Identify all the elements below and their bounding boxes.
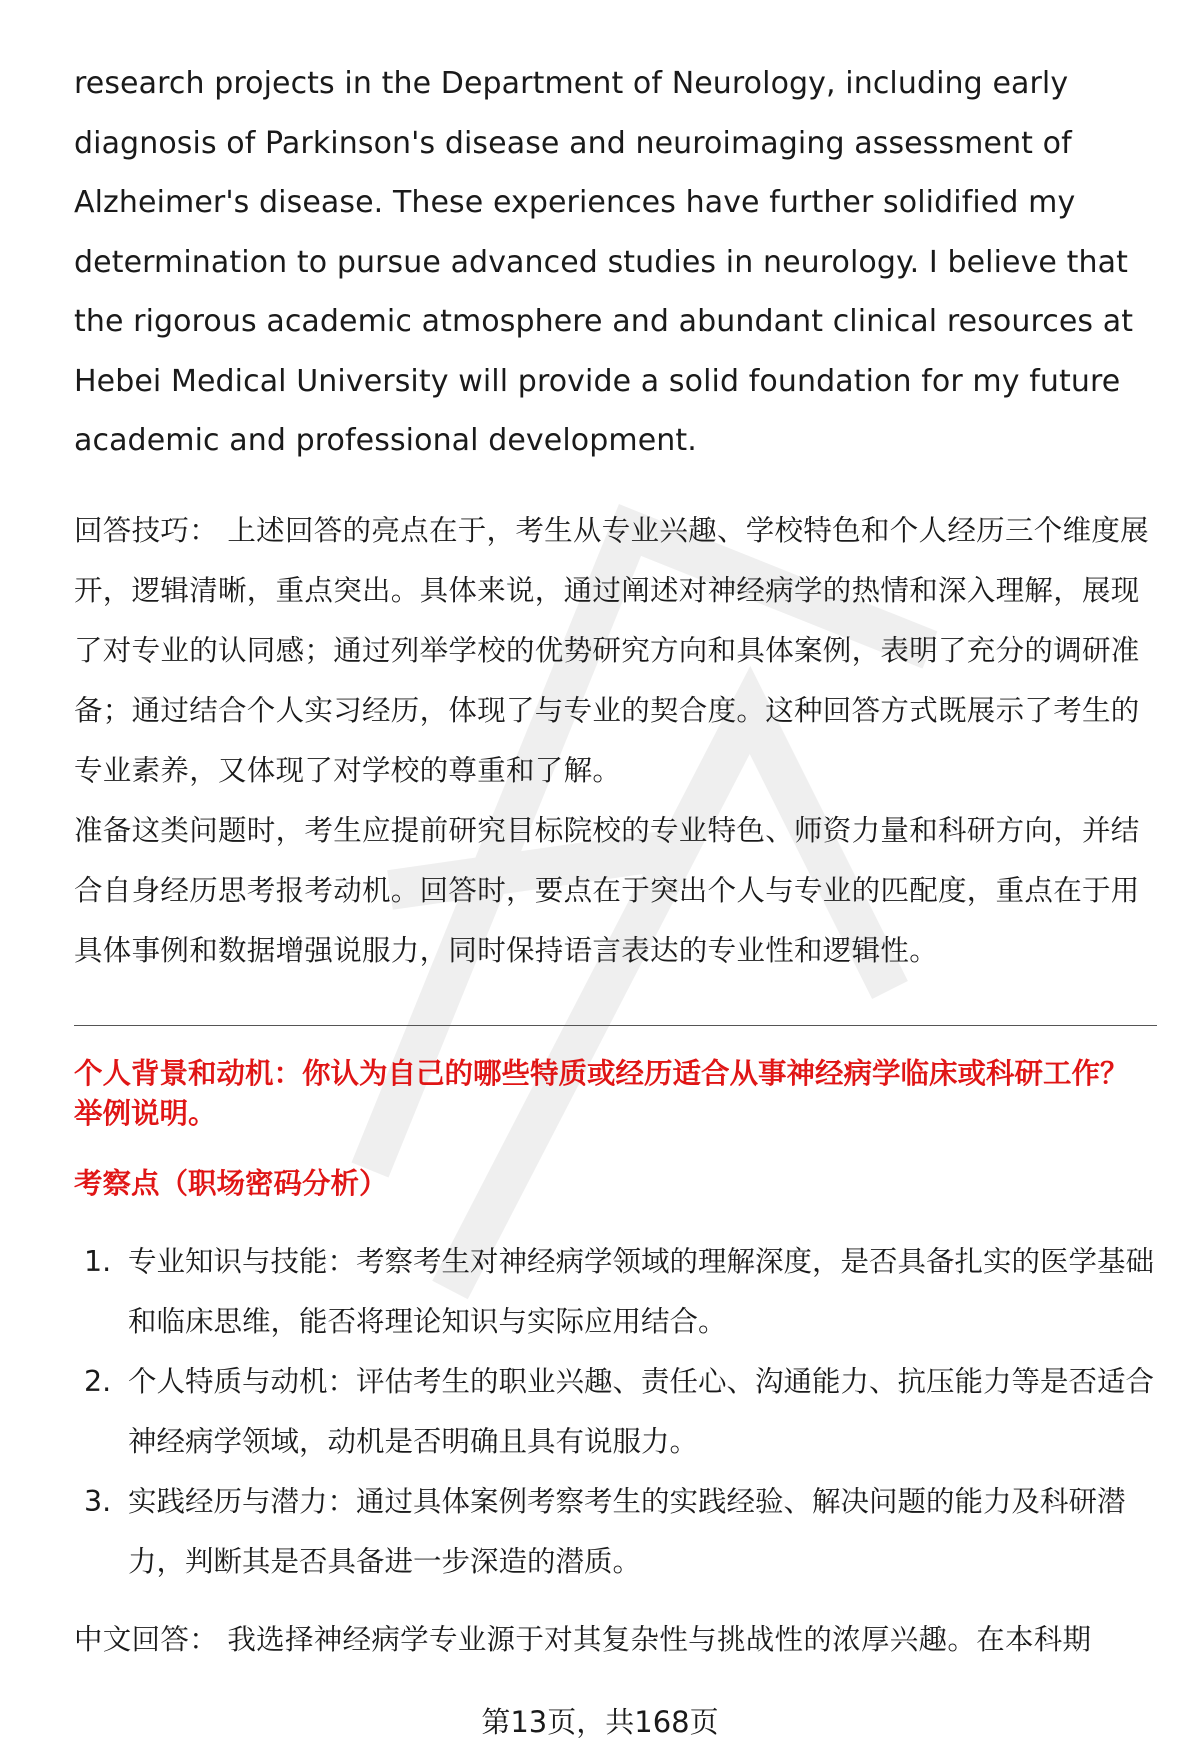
list-item-number: 3.	[84, 1484, 112, 1518]
section-divider	[74, 1025, 1157, 1026]
chinese-answer-start: 中文回答： 我选择神经病学专业源于对其复杂性与挑战性的浓厚兴趣。在本科期	[74, 1622, 1092, 1656]
list-item	[74, 1472, 1154, 1592]
analysis-section-title: 考察点（职场密码分析）	[74, 1166, 388, 1200]
english-paragraph: research projects in the Department of Neurology, including early diagnosis of Parkinson's disease and neuroimaging assessment of Alzheimer's disease. These experiences have further solidified my determination to pursue advanced studies in neurology. I believe that the rigorous academic atmosphere and abundant clinical resources at Hebei Medical University will provide a solid foundation for my future academic and professional development.	[74, 66, 1134, 458]
list-item	[74, 1352, 1154, 1472]
tips-paragraph-2: 准备这类问题时，考生应提前研究目标院校的专业特色、师资力量和科研方向，并结合自身经历思考报考动机。回答时，要点在于突出个人与专业的匹配度，重点在于用具体事例和数据增强说服力，同时保持语言表达的专业性和逻辑性。	[74, 813, 1140, 967]
list-item-text: 专业知识与技能：考察考生对神经病学领域的理解深度，是否具备扎实的医学基础和临床思维，能否将理论知识与实际应用结合。	[128, 1244, 1155, 1338]
list-item-text: 个人特质与动机：评估考生的职业兴趣、责任心、沟通能力、抗压能力等是否适合神经病学领域，动机是否明确且具有说服力。	[128, 1364, 1155, 1458]
page-footer: 第13页，共168页	[481, 1705, 719, 1739]
tips-paragraph-1: 回答技巧： 上述回答的亮点在于，考生从专业兴趣、学校特色和个人经历三个维度展开，逻辑清晰，重点突出。具体来说，通过阐述对神经病学的热情和深入理解，展现了对专业的认同感；通过列举学校的优势研究方向和具体案例，表明了充分的调研准备；通过结合个人实习经历，体现了与专业的契合度。这种回答方式既展示了考生的专业素养，又体现了对学校的尊重和了解。	[74, 513, 1149, 787]
list-item-number: 2.	[84, 1364, 112, 1398]
analysis-points-list	[74, 1232, 1154, 1592]
list-item-text: 实践经历与潜力：通过具体案例考察考生的实践经验、解决问题的能力及科研潜力，判断其是否具备进一步深造的潜质。	[128, 1484, 1126, 1578]
answer-tips-block	[74, 501, 1154, 981]
question-heading: 个人背景和动机：你认为自己的哪些特质或经历适合从事神经病学临床或科研工作？举例说明。	[74, 1056, 1129, 1130]
list-item-number: 1.	[84, 1244, 112, 1278]
list-item	[74, 1232, 1154, 1352]
document-page	[74, 54, 1154, 1670]
